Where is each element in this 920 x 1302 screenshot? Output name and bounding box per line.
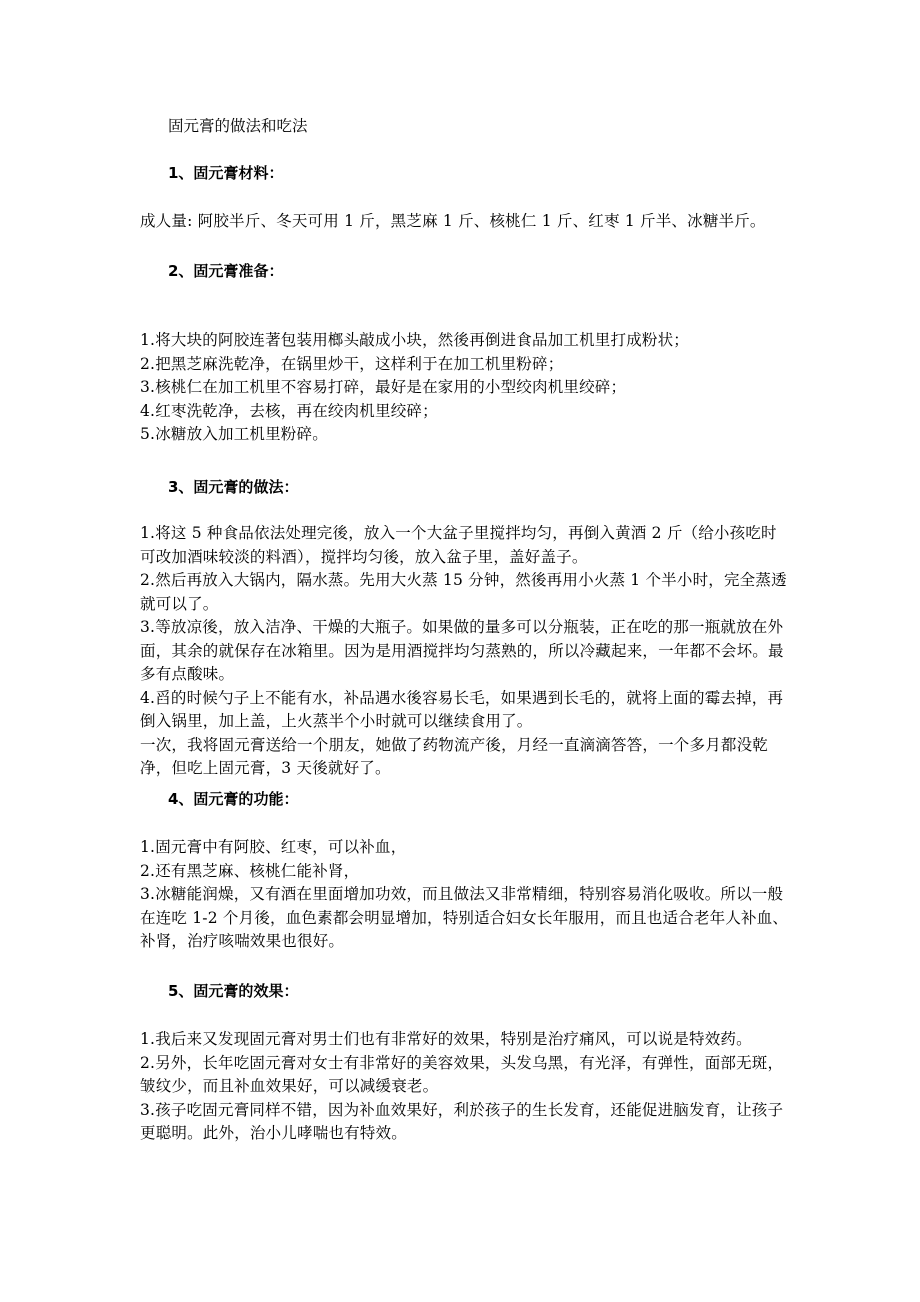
list-item: 2.另外，长年吃固元膏对女士有非常好的美容效果，头发乌黑，有光泽，有弹性，面部无斑，皱纹少，而且补血效果好，可以减缓衰老。	[140, 1053, 784, 1095]
paragraph: 成人量: 阿胶半斤、冬天可用 1 斤，黑芝麻 1 斤、核桃仁 1 斤、红枣 1 斤半、冰糖半斤。	[140, 212, 766, 230]
section-1-body	[140, 210, 790, 234]
list-item: 1.将这 5 种食品依法处理完後，放入一个大盆子里搅拌均匀，再倒入黄酒 2 斤（给小孩吃时可改加酒味较淡的料酒），搅拌均匀後，放入盆子里，盖好盖子。	[140, 524, 777, 566]
section-3-heading: 3、固元膏的做法：	[168, 478, 299, 496]
list-item: 4.舀的时候勺子上不能有水，补品遇水後容易长毛，如果遇到长毛的，就将上面的霉去掉，再倒入锅里，加上盖，上火蒸半个小时就可以继续食用了。	[140, 688, 784, 730]
section-1-heading: 1、固元膏材料：	[168, 164, 284, 182]
paragraph: 一次，我将固元膏送给一个朋友，她做了药物流产後，月经一直滴滴答答，一个多月都没乾净，但吃上固元膏，3 天後就好了。	[140, 735, 769, 777]
section-5-heading: 5、固元膏的效果：	[168, 982, 299, 1000]
section-4-heading: 4、固元膏的功能：	[168, 790, 299, 808]
section-2-body	[140, 329, 790, 447]
list-item: 2.把黑芝麻洗乾净，在锅里炒干，这样利于在加工机里粉碎；	[140, 354, 564, 373]
list-item: 1.将大块的阿胶连著包装用榔头敲成小块，然後再倒进食品加工机里打成粉状；	[140, 331, 689, 349]
list-item: 3.核桃仁在加工机里不容易打碎，最好是在家用的小型绞肉机里绞碎；	[140, 378, 627, 396]
list-item: 2.还有黑芝麻、核桃仁能补肾，	[140, 861, 360, 880]
section-5-body	[140, 1028, 790, 1146]
list-item: 4.红枣洗乾净，去核，再在绞肉机里绞碎；	[140, 401, 438, 420]
list-item: 2.然后再放入大锅内，隔水蒸。先用大火蒸 15 分钟，然後再用小火蒸 1 个半小时，完全蒸透就可以了。	[140, 571, 787, 613]
section-4-body	[140, 836, 790, 954]
section-2-heading: 2、固元膏准备：	[168, 262, 284, 280]
list-item: 3.冰糖能润燥，又有酒在里面增加功效，而且做法又非常精细，特别容易消化吸收。所以一般在连吃 1-2 个月後，血色素都会明显增加，特别适合妇女长年服用，而且也适合老年人补血、补肾，治疗咳喘效果也很好。	[140, 885, 789, 950]
list-item: 3.等放凉後，放入洁净、干燥的大瓶子。如果做的量多可以分瓶装，正在吃的那一瓶就放在外面，其余的就保存在冰箱里。因为是用酒搅拌均匀蒸熟的，所以冷藏起来，一年都不会坏。最多有点酸味。	[140, 618, 784, 683]
document-title: 固元膏的做法和吃法	[168, 117, 308, 135]
list-item: 5.冰糖放入加工机里粉碎。	[140, 425, 328, 443]
section-3-body	[140, 522, 790, 781]
list-item: 1.固元膏中有阿胶、红枣，可以补血，	[140, 838, 407, 856]
list-item: 3.孩子吃固元膏同样不错，因为补血效果好，利於孩子的生长发育，还能促进脑发育，让孩子更聪明。此外，治小儿哮喘也有特效。	[140, 1100, 784, 1142]
list-item: 1.我后来又发现固元膏对男士们也有非常好的效果，特别是治疗痛风，可以说是特效药。	[140, 1030, 752, 1048]
